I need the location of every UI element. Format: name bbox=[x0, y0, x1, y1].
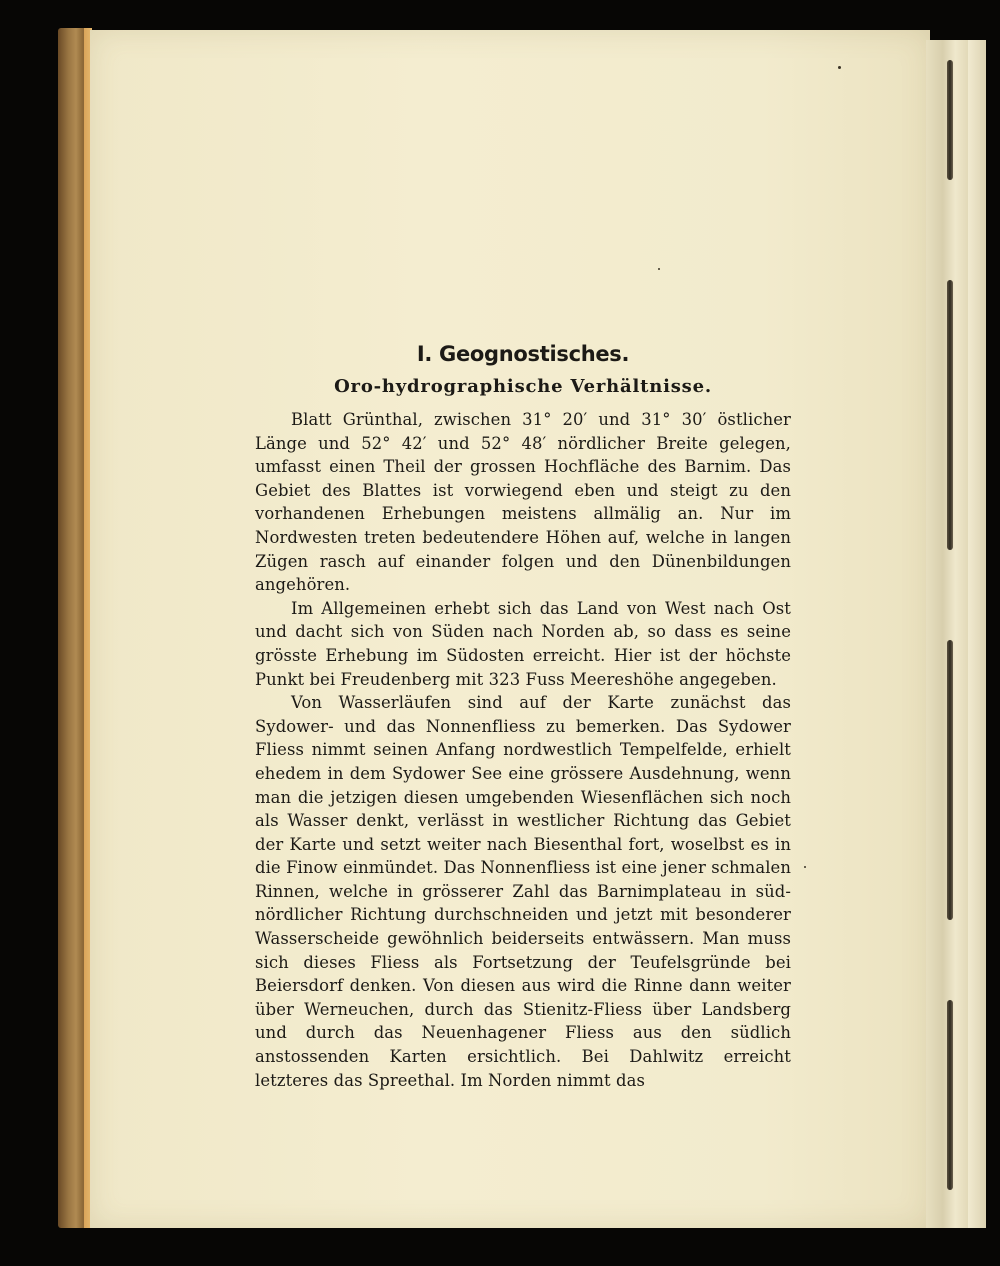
page-content bbox=[255, 340, 791, 1092]
binding-thread bbox=[947, 1000, 953, 1190]
paper-speck bbox=[658, 268, 660, 270]
facing-page-edge bbox=[968, 40, 986, 1228]
chapter-title: I. Geognostisches. bbox=[416, 342, 630, 366]
paper-speck bbox=[804, 866, 806, 868]
binding-thread bbox=[947, 640, 953, 920]
binding-thread bbox=[947, 280, 953, 550]
paragraph: Von Wasserläufen sind auf der Karte zunächst das Sydower- und das Nonnenfliess zu bemerken. Das Sydower Fliess nimmt seinen Anfang nordwestlich Tempelfelde, erhielt ehedem in dem Sydower See eine grössere Ausdehnung, wenn man die jetzigen diesen umgebenden Wiesenflächen sich noch als Wasser denkt, verlässt in westlicher Richtung das Gebiet der Karte und setzt weiter nach Biesenthal fort, woselbst es in die Finow einmündet. Das Nonnenfliess ist eine jener schmalen Rinnen, welche in grösserer Zahl das Barnimplateau in süd-nördlicher Richtung durchschneiden und jetzt mit besonderer Wasserscheide gewöhnlich beiderseits entwässern. Man muss sich dieses Fliess als Fortsetzung der Teufelsgründe bei Beiersdorf denken. Von diesen aus wird die Rinne dann weiter über Werneuchen, durch das Stienitz-Fliess über Landsberg und durch das Neuenhagener Fliess aus den südlich anstossenden Karten ersichtlich. Bei Dahlwitz erreicht letzteres das Spreethal. Im Norden nimmt das bbox=[255, 693, 791, 1090]
paragraph: Blatt Grünthal, zwischen 31° 20′ und 31° 30′ östlicher Länge und 52° 42′ und 52° 48′ nördlicher Breite gelegen, umfasst einen Theil der grossen Hochfläche des Barnim. Das Gebiet des Blattes ist vorwiegend eben und steigt zu den vorhandenen Erhebungen meistens allmälig an. Nur im Nordwesten treten bedeutendere Höhen auf, welche in langen Zügen rasch auf einander folgen und den Dünenbildungen angehören. bbox=[255, 410, 791, 595]
paragraph: Im Allgemeinen erhebt sich das Land von West nach Ost und dacht sich von Süden nach Norden ab, so dass es seine grösste Erhebung im Südosten erreicht. Hier ist der höchste Punkt bei Freudenberg mit 323 Fuss Meereshöhe angegeben. bbox=[255, 598, 791, 689]
paper-speck bbox=[838, 66, 841, 69]
section-title: Oro-hydrographische Verhältnisse. bbox=[334, 376, 712, 397]
binding-thread bbox=[947, 60, 953, 180]
